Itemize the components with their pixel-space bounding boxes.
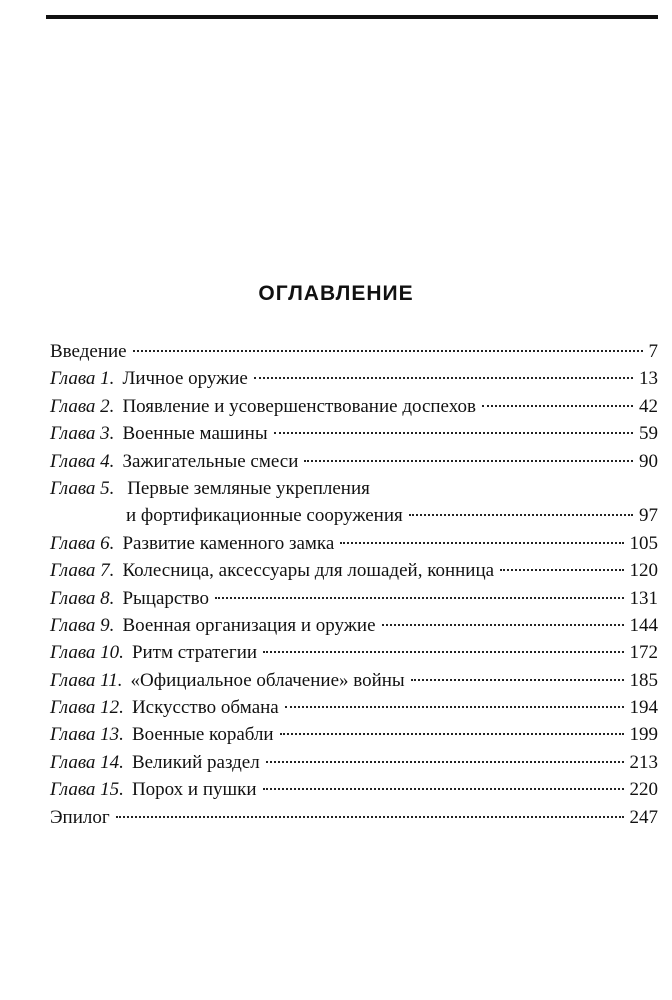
page-number: 7 xyxy=(648,341,658,362)
toc-entry-chapter-15[interactable] xyxy=(50,776,658,803)
entry-title: Появление и усовершенствование доспехов xyxy=(122,395,476,417)
toc-entry-chapter-8[interactable] xyxy=(50,585,658,612)
toc-entry-chapter-5-continued[interactable] xyxy=(50,502,658,529)
chapter-label: Глава 2. xyxy=(50,395,115,417)
page-number: 220 xyxy=(629,779,658,801)
chapter-label: Глава 4. xyxy=(50,450,115,472)
entry-title: Искусство обмана xyxy=(131,697,279,719)
entry-title: Первые земляные укрепления xyxy=(127,477,370,499)
chapter-label: Глава 15. xyxy=(50,779,124,801)
page-number: 185 xyxy=(629,669,658,691)
toc-entry-chapter-3[interactable] xyxy=(50,420,658,447)
entry-title: Зажигательные смеси xyxy=(122,450,299,472)
toc-entry-chapter-13[interactable] xyxy=(50,721,658,748)
chapter-label: Глава 1. xyxy=(50,368,115,390)
chapter-label: Глава 9. xyxy=(50,614,115,636)
dot-leader xyxy=(266,761,624,763)
chapter-label: Глава 14. xyxy=(50,751,124,773)
entry-title: Великий раздел xyxy=(131,751,260,773)
dot-leader xyxy=(215,597,624,599)
dot-leader xyxy=(340,542,623,544)
toc-entry-chapter-7[interactable] xyxy=(50,557,658,584)
dot-leader xyxy=(409,514,633,516)
page-number: 213 xyxy=(629,751,658,773)
chapter-label: Глава 8. xyxy=(50,587,115,609)
toc-entry-chapter-6[interactable] xyxy=(50,530,658,557)
chapter-label: Глава 12. xyxy=(50,697,124,719)
dot-leader xyxy=(500,569,623,571)
entry-title: Военная организация и оружие xyxy=(122,614,376,636)
entry-title: Эпилог xyxy=(50,806,110,828)
toc-entry-chapter-2[interactable] xyxy=(50,393,658,420)
toc-entry-chapter-14[interactable] xyxy=(50,749,658,776)
dot-leader xyxy=(482,405,633,407)
page-number: 42 xyxy=(639,395,658,417)
dot-leader xyxy=(263,651,623,653)
dot-leader xyxy=(280,733,624,735)
toc-list xyxy=(50,338,658,831)
page-number: 199 xyxy=(629,724,658,746)
entry-title: Порох и пушки xyxy=(131,779,257,801)
toc-entry-chapter-1[interactable] xyxy=(50,365,658,392)
page-number: 105 xyxy=(629,532,658,554)
toc-entry-chapter-9[interactable] xyxy=(50,612,658,639)
toc-entry-epilogue[interactable] xyxy=(50,804,658,831)
entry-title: Военные машины xyxy=(122,423,268,445)
page-number: 172 xyxy=(629,642,658,664)
dot-leader xyxy=(285,706,624,708)
dot-leader xyxy=(382,624,624,626)
dot-leader xyxy=(263,788,624,790)
toc-entry-chapter-4[interactable] xyxy=(50,448,658,475)
entry-title-continued: и фортификационные сооружения xyxy=(126,505,403,527)
chapter-label: Глава 6. xyxy=(50,532,115,554)
chapter-label: Глава 3. xyxy=(50,423,115,445)
page-number: 97 xyxy=(639,505,658,527)
page-number: 144 xyxy=(629,614,658,636)
entry-title: Рыцарство xyxy=(122,587,209,609)
entry-title: Колесница, аксессуары для лошадей, конница xyxy=(122,560,495,582)
toc-entry-chapter-10[interactable] xyxy=(50,639,658,666)
chapter-label: Глава 7. xyxy=(50,560,115,582)
entry-title: «Официальное облачение» войны xyxy=(130,669,405,691)
dot-leader xyxy=(116,816,624,818)
toc-entry-chapter-12[interactable] xyxy=(50,694,658,721)
entry-title: Развитие каменного замка xyxy=(122,532,335,554)
page-number: 194 xyxy=(629,697,658,719)
dot-leader xyxy=(254,377,633,379)
page-number: 131 xyxy=(629,587,658,609)
page-number: 90 xyxy=(639,450,658,472)
dot-leader xyxy=(274,432,633,434)
chapter-label: Глава 5. xyxy=(50,477,115,499)
toc-entry-chapter-5[interactable] xyxy=(50,475,658,502)
dot-leader xyxy=(304,460,633,462)
page-number: 59 xyxy=(639,423,658,445)
chapter-label: Глава 10. xyxy=(50,642,124,664)
entry-title: Ритм стратегии xyxy=(131,642,258,664)
chapter-label: Глава 13. xyxy=(50,724,124,746)
dot-leader xyxy=(411,679,624,681)
entry-title: Введение xyxy=(50,341,127,362)
entry-title: Военные корабли xyxy=(131,724,274,746)
page-number: 247 xyxy=(629,806,658,828)
page-number: 13 xyxy=(639,368,658,390)
toc-entry-chapter-11[interactable] xyxy=(50,667,658,694)
toc-title: ОГЛАВЛЕНИЕ xyxy=(258,282,414,305)
entry-title: Личное оружие xyxy=(122,368,248,390)
top-rule xyxy=(46,15,658,19)
chapter-label: Глава 11. xyxy=(50,669,123,691)
page-number: 120 xyxy=(629,560,658,582)
dot-leader xyxy=(133,350,643,352)
toc-entry-intro[interactable] xyxy=(50,338,658,365)
